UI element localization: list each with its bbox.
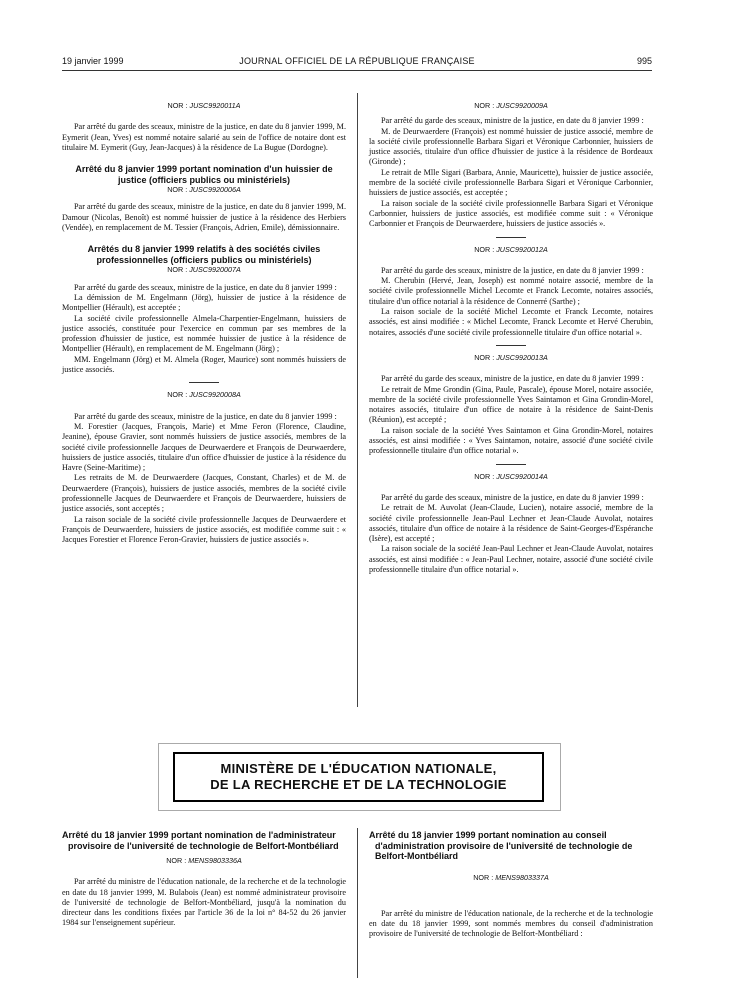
left-column-bottom xyxy=(62,830,346,929)
decree-paragraph: Par arrêté du garde des sceaux, ministre de la justice, en date du 8 janvier 1999 : xyxy=(381,265,644,275)
decree-paragraph: Par arrêté du garde des sceaux, ministre de la justice, en date du 8 janvier 1999 : xyxy=(74,282,337,292)
decree-paragraph: Par arrêté du ministre de l'éducation nationale, de la recherche et de la technologie en date du 18 janvier 1999, sont nommés membres du conseil d'administration provisoire de l'université de technologie de Belfort-Montbéliard : xyxy=(369,908,653,939)
ministry-title-line: DE LA RECHERCHE ET DE LA TECHNOLOGIE xyxy=(210,777,507,792)
decree-paragraph: La raison sociale de la société civile professionnelle Barbara Sigari et Véronique Carbonnier, huissiers de justice associés, est modifiée comme suit : « Véronique Carbonnier et François de Deurwaerdere, huissiers de justice associés ». xyxy=(369,198,653,229)
decree-paragraph: Par arrêté du ministre de l'éducation nationale, de la recherche et de la technologie en date du 18 janvier 1999, M. Bulabois (Jean) est nommé administrateur provisoire de l'université de technologie de Belfort-Montbéliard, jusqu'à la nomination du directeur dans les conditions fixées par l'article 36 de la loi n° 84-52 du 26 janvier 1984 sur l'enseignement supérieur. xyxy=(62,877,346,928)
decree-paragraph: M. de Deurwaerdere (François) est nommé huissier de justice associé, membre de la société civile professionnelle Barbara Sigari et Véronique Carbonnier, huissiers de justice associés, titulaire d'un office d'huissier de justice à la résidence de Bordeaux (Gironde) ; xyxy=(369,126,653,167)
decree-entry xyxy=(62,244,346,375)
nor-reference: NOR : JUSC9920006A xyxy=(167,185,241,195)
ministry-banner xyxy=(173,752,544,802)
column-divider xyxy=(357,93,358,707)
decree-title: Arrêtés du 8 janvier 1999 relatifs à des sociétés civiles professionnelles (officiers publics ou ministériels) xyxy=(87,244,321,265)
column-divider xyxy=(357,828,358,978)
section-separator xyxy=(496,464,526,465)
decree-paragraph: Le retrait de Mlle Sigari (Barbara, Annie, Mauricette), huissier de justice associée, membre de la société civile professionnelle Barbara Sigari et Véronique Carbonnier, huissiers de justice associés, est acceptée ; xyxy=(369,167,653,198)
section-separator xyxy=(189,382,219,383)
decree-paragraph: Par arrêté du garde des sceaux, ministre de la justice, en date du 8 janvier 1999, M. Damour (Nicolas, Benoît) est nommé huissier de justice à la résidence des Herbiers (Vendée), en remplacement de M. Tessier (François, Adrien, Emile), démissionnaire. xyxy=(62,202,346,233)
decree-paragraph: Par arrêté du garde des sceaux, ministre de la justice, en date du 8 janvier 1999 : xyxy=(381,492,644,502)
decree-paragraph: La raison sociale de la société civile professionnelle Jacques de Deurwaerdere et François de Deurwaerdere, huissiers de justice associés, est modifiée comme suit : « Jacques Forestier et Florence Feron-Gravier, huissiers de justice associés ». xyxy=(62,514,346,545)
decree-paragraph: MM. Engelmann (Jörg) et M. Almela (Roger, Maurice) sont nommés huissiers de justice associés. xyxy=(62,354,346,375)
header-rule xyxy=(62,70,652,71)
nor-reference: NOR : JUSC9920012A xyxy=(474,244,548,254)
nor-reference: NOR : JUSC9920013A xyxy=(474,352,548,362)
decree-paragraph: La raison sociale de la société Yves Saintamon et Gina Grondin-Morel, notaires associés, est ainsi modifiée : « Yves Saintamon, notaire, associé d'une société civile professionnelle titulaire d'un office notarial ». xyxy=(369,425,653,456)
nor-reference: NOR : MENS9803336A xyxy=(166,856,242,865)
right-column-bottom xyxy=(369,830,653,940)
nor-reference: NOR : JUSC9920008A xyxy=(167,390,241,400)
left-column xyxy=(62,101,346,546)
decree-paragraph: La société civile professionnelle Almela-Charpentier-Engelmann, huissiers de justice associés, constituée pour l'exercice en commun par ses membres de la profession d'huissier de justice, est nommée huissier de justice à la résidence de Montpellier (Hérault), en remplacement de M. Engelmann (Jörg) ; xyxy=(62,313,346,354)
decree-paragraph: Le retrait de M. Auvolat (Jean-Claude, Lucien), notaire associé, membre de la société civile professionnelle Jean-Paul Lechner et Jean-Claude Auvolat, notaires associés, titulaire d'un office de notaire à la résidence de Saint-Georges-d'Espéranche (Isère), est accepté ; xyxy=(369,503,653,544)
nor-reference: NOR : JUSC9920007A xyxy=(167,265,241,275)
page-header xyxy=(62,56,652,70)
decree-paragraph: Par arrêté du garde des sceaux, ministre de la justice, en date du 8 janvier 1999 : xyxy=(74,411,337,421)
decree-paragraph: Le retrait de Mme Grondin (Gina, Paule, Pascale), épouse Morel, notaire associée, membre de la société civile professionnelle Yves Saintamon et Gina Grondin-Morel, notaires associés, titulaire d'un office de notaire à la résidence de Saint-Denis (Réunion), est accepté ; xyxy=(369,384,653,425)
decree-entry xyxy=(62,101,346,153)
right-column xyxy=(369,101,653,575)
journal-title: JOURNAL OFFICIEL DE LA RÉPUBLIQUE FRANÇAISE xyxy=(239,56,475,66)
decree-title: Arrêté du 8 janvier 1999 portant nomination d'un huissier de justice (officiers publics ou ministériels) xyxy=(75,164,333,185)
nor-reference: NOR : MENS9803337A xyxy=(473,872,549,882)
decree-paragraph: La raison sociale de la société Jean-Paul Lechner et Jean-Claude Auvolat, notaires associés, est ainsi modifiée : « Jean-Paul Lechner, notaire, associé d'une société civile professionnelle titulaire d'un office notarial ». xyxy=(369,544,653,574)
decree-title: Arrêté du 18 janvier 1999 portant nomination de l'administrateur provisoire de l'université de technologie de Belfort-Montbéliard xyxy=(62,830,339,851)
decree-paragraph: Par arrêté du garde des sceaux, ministre de la justice, en date du 8 janvier 1999 : xyxy=(381,374,644,384)
decree-title: Arrêté du 18 janvier 1999 portant nomination au conseil d'administration provisoire de l'université de technologie de Belfort-Montbéliard xyxy=(369,830,633,861)
decree-entry xyxy=(369,101,653,230)
nor-reference: NOR : JUSC9920011A xyxy=(167,101,241,110)
decree-paragraph: La démission de M. Engelmann (Jörg), huissier de justice à la résidence de Montpellier (Hérault), est acceptée ; xyxy=(62,292,346,313)
section-separator xyxy=(496,345,526,346)
nor-reference: NOR : JUSC9920014A xyxy=(474,471,548,481)
decree-entry xyxy=(369,245,653,338)
decree-entry xyxy=(369,353,653,457)
nor-reference: NOR : JUSC9920009A xyxy=(474,101,548,110)
decree-paragraph: La raison sociale de la société Michel Lecomte et Franck Lecomte, notaires associés, est ainsi modifiée : « Michel Lecomte, Franck Lecomte et Hervé Cherubin, notaires, associés d'une société civile professionnelle titulaire d'un office notarial ». xyxy=(369,307,653,337)
section-separator xyxy=(496,237,526,238)
decree-entry xyxy=(62,164,346,233)
decree-paragraph: Par arrêté du garde des sceaux, ministre de la justice, en date du 8 janvier 1999, M. Eymerit (Jean, Yves) est nommé notaire salarié au sein de l'office de notaire dont est titulaire M. Eymerit (Guy, Jean-Jacques) à la résidence de La Bugue (Dordogne). xyxy=(62,122,346,152)
decree-paragraph: Par arrêté du garde des sceaux, ministre de la justice, en date du 8 janvier 1999 : xyxy=(381,116,644,126)
decree-paragraph: M. Cherubin (Hervé, Jean, Joseph) est nommé notaire associé, membre de la société civile professionnelle Michel Lecomte et Franck Lecomte, notaires associés, titulaire d'un office notarial à la résidence de Connerré (Sarthe) ; xyxy=(369,276,653,306)
header-date: 19 janvier 1999 xyxy=(62,56,124,66)
decree-entry xyxy=(369,472,653,576)
decree-paragraph: M. Forestier (Jacques, François, Marie) et Mme Feron (Florence, Claudine, Jeanine), épouse Gravier, sont nommés huissiers de justice associés, membres de la société civile professionnelle Jacques de Deurwaerdere et François de Deurwaerdere, huissiers de justice associés, titulaire d'un office d'huissier de justice à la résidence du Havre (Seine-Maritime) ; xyxy=(62,421,346,473)
decree-entry xyxy=(62,390,346,545)
decree-paragraph: Les retraits de M. de Deurwaerdere (Jacques, Constant, Charles) et de M. de Deurwaerdere (François), huissiers de justice associés, membres de la société civile professionnelle Jacques de Deurwaerdere et François de Deurwaerdere, huissiers de justice associés, sont acceptés ; xyxy=(62,473,346,514)
ministry-title-line: MINISTÈRE DE L'ÉDUCATION NATIONALE, xyxy=(220,761,497,776)
page-number: 995 xyxy=(636,56,652,66)
